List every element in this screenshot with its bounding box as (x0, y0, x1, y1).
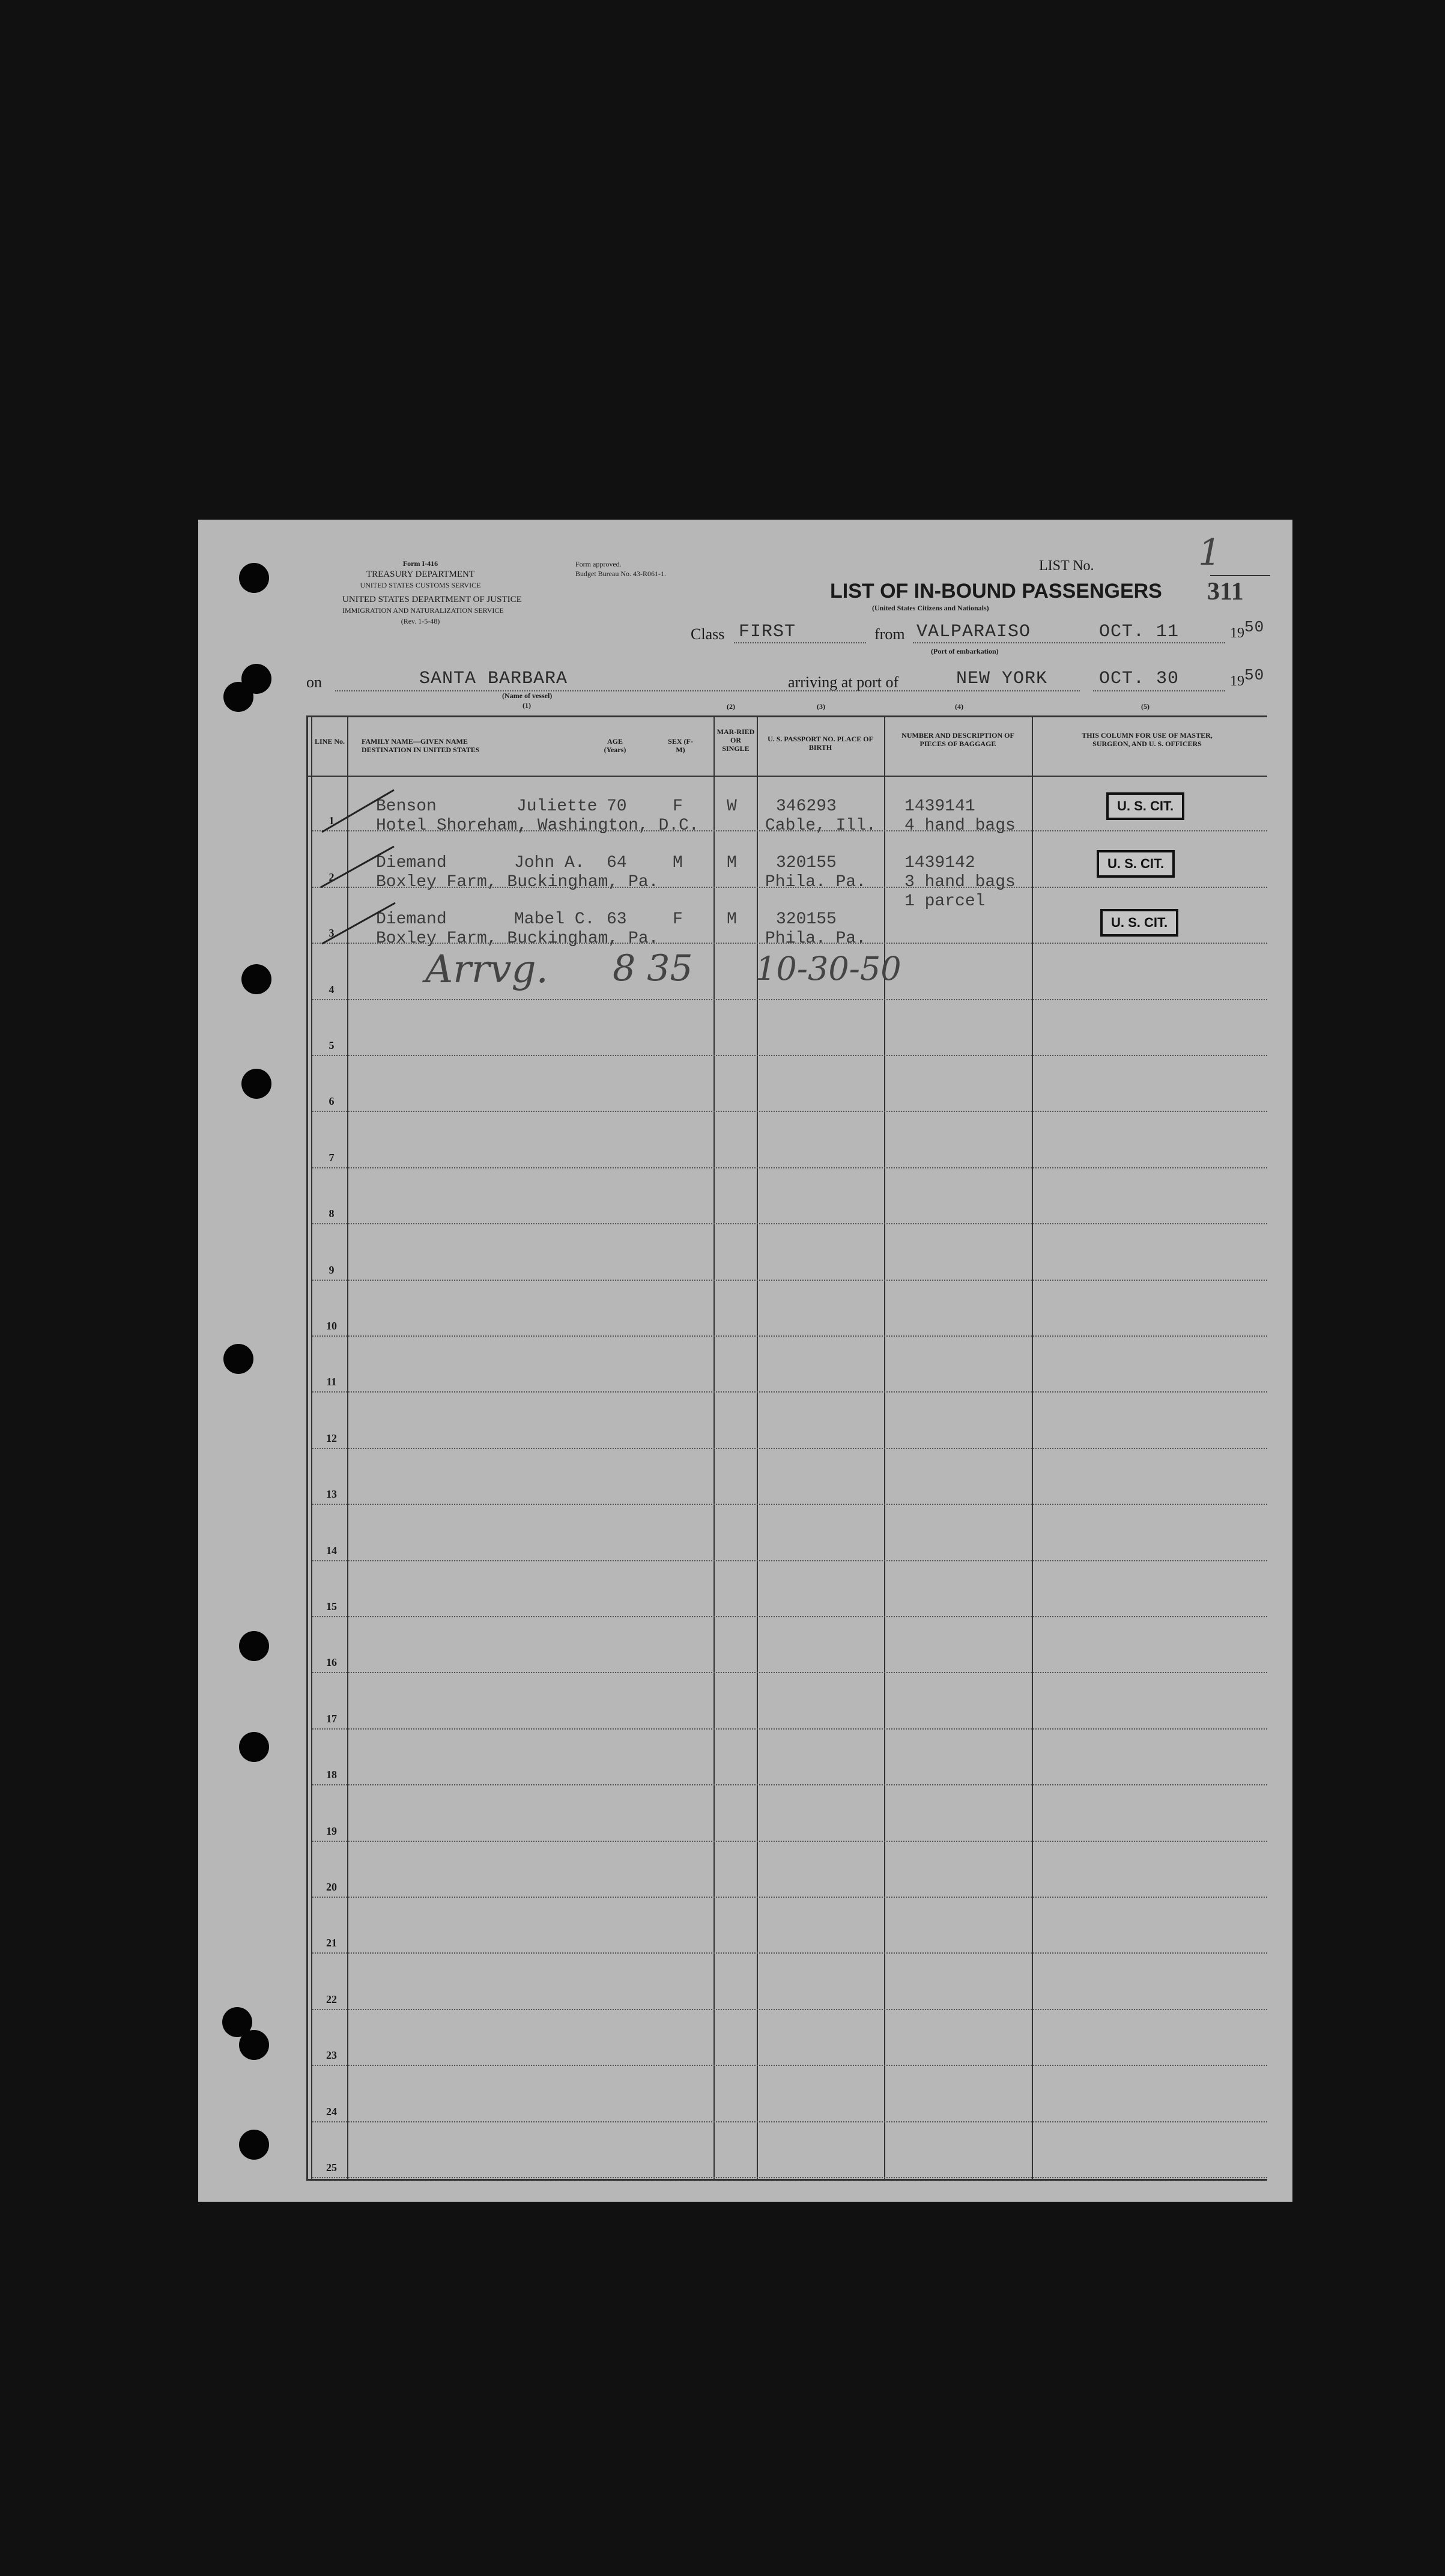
line-number: 18 (326, 1769, 337, 1781)
title-subtitle: (United States Citizens and Nationals) (872, 604, 989, 612)
col-num-5: (5) (1141, 702, 1150, 711)
punch-hole (241, 964, 271, 994)
arr-year-suffix: 50 (1244, 666, 1265, 684)
baggage-no: 1439141 (904, 797, 975, 816)
row-rule (312, 1784, 1267, 1785)
line-number: 1 (329, 815, 335, 827)
form-number: Form I-416 (402, 559, 438, 568)
row-rule (312, 1897, 1267, 1898)
row-rule (312, 1335, 1267, 1337)
punch-hole (241, 1069, 271, 1099)
row-rule (312, 2065, 1267, 2066)
dep-date-underline (1093, 642, 1225, 643)
punch-hole (239, 2130, 269, 2160)
row-rule (312, 1841, 1267, 1842)
punch-hole (239, 1732, 269, 1762)
line-number: 9 (329, 1263, 335, 1276)
row-rule (312, 1223, 1267, 1224)
col-num-3: (3) (817, 702, 825, 711)
port-underline (948, 690, 1080, 691)
baggage-no: 1439142 (904, 854, 975, 872)
col-num-4: (4) (955, 702, 963, 711)
given-name: Mabel C. (514, 910, 595, 929)
col-header-dest: DESTINATION IN UNITED STATES (362, 746, 480, 754)
age: 64 (607, 854, 627, 872)
baggage-desc-2: 1 parcel (904, 892, 986, 911)
departure-date: OCT. 11 (1099, 622, 1180, 642)
embark-caption: (Port of embarkation) (931, 647, 999, 655)
marital-status: M (727, 854, 737, 872)
list-no-value: 1 (1198, 532, 1222, 574)
marital-status: W (727, 797, 737, 816)
form-approved: Form approved. (575, 560, 622, 568)
line-number: 24 (326, 2105, 337, 2118)
sex: F (673, 797, 683, 816)
us-citizen-stamp: U. S. CIT. (1100, 909, 1178, 937)
marital-status: M (727, 910, 737, 929)
line-number: 7 (329, 1151, 335, 1164)
line-number: 16 (326, 1656, 337, 1669)
treasury-dept: TREASURY DEPARTMENT (366, 570, 475, 579)
vessel-name: SANTA BARBARA (419, 669, 568, 689)
line-number: 4 (329, 983, 335, 995)
family-name: Benson (376, 797, 437, 816)
manifest-page (198, 520, 1292, 2202)
col-num-2: (2) (727, 702, 735, 711)
class-value: FIRST (739, 622, 796, 642)
row-rule (312, 999, 1267, 1000)
line-number: 19 (326, 1824, 337, 1837)
row-rule (312, 2009, 1267, 2010)
col-header-sex: SEX (F-M) (668, 737, 693, 754)
punch-hole (239, 1631, 269, 1661)
birth-place: Phila. Pa. (765, 873, 867, 892)
row-rule (312, 1280, 1267, 1281)
arriving-label: arriving at port of (788, 673, 899, 691)
line-number: 17 (326, 1712, 337, 1725)
handwritten-arrival-note: Arrvg. (425, 947, 548, 992)
punch-hole (223, 682, 253, 712)
dep-year-prefix: 19 (1230, 625, 1244, 641)
col-header-baggage: NUMBER AND DESCRIPTION OF PIECES OF BAGGAGE (901, 731, 1014, 748)
us-citizen-stamp: U. S. CIT. (1097, 850, 1175, 878)
row-rule (312, 1167, 1267, 1168)
table-bottom-border (306, 2179, 1267, 2181)
table-left-border (306, 715, 308, 2180)
row-rule (312, 1952, 1267, 1954)
class-underline (734, 642, 866, 643)
line-number: 20 (326, 1881, 337, 1893)
arr-year-prefix: 19 (1230, 673, 1244, 689)
family-name: Diemand (376, 910, 447, 929)
destination: Hotel Shoreham, Washington, D.C. (376, 816, 699, 835)
line-number: 8 (329, 1208, 335, 1220)
arrival-date: OCT. 30 (1099, 669, 1180, 689)
handwritten-date: 10-30-50 (756, 950, 901, 988)
line-number: 3 (329, 927, 335, 940)
punch-hole (239, 563, 269, 593)
family-name: Diemand (376, 854, 447, 872)
vessel-caption: (Name of vessel) (502, 691, 553, 700)
age: 70 (607, 797, 627, 816)
sex: M (673, 854, 683, 872)
table-top-border (306, 715, 1267, 717)
birth-place: Cable, Ill. (765, 816, 876, 835)
from-underline (913, 642, 1103, 643)
line-number: 23 (326, 2049, 337, 2062)
passport-no: 320155 (776, 854, 837, 872)
row-rule (312, 1616, 1267, 1617)
ins-service: IMMIGRATION AND NATURALIZATION SERVICE (342, 606, 504, 615)
customs-service: UNITED STATES CUSTOMS SERVICE (360, 581, 481, 589)
line-number: 5 (329, 1039, 335, 1051)
line-number: 2 (329, 870, 335, 883)
dep-year-suffix: 50 (1244, 618, 1265, 636)
given-name: John A. (514, 854, 585, 872)
destination: Boxley Farm, Buckingham, Pa. (376, 929, 659, 948)
form-approval (575, 559, 666, 579)
on-label: on (306, 673, 322, 691)
line-number: 21 (326, 1937, 337, 1949)
col-header-name: FAMILY NAME—GIVEN NAME (362, 737, 468, 746)
punch-hole (239, 2030, 269, 2060)
line-number: 25 (326, 2161, 337, 2174)
line-number: 10 (326, 1320, 337, 1332)
col-header-line: LINE No. (314, 737, 345, 746)
revision: (Rev. 1-5-48) (401, 617, 440, 625)
row-rule (312, 1504, 1267, 1505)
class-label: Class (691, 625, 725, 643)
row-rule (312, 1672, 1267, 1673)
budget-bureau: Budget Bureau No. 43-R061-1. (575, 570, 666, 578)
list-no-label: LIST No. (1039, 558, 1094, 574)
passport-no: 320155 (776, 910, 837, 929)
line-number: 11 (326, 1376, 337, 1388)
list-no-line (1210, 575, 1270, 576)
us-citizen-stamp: U. S. CIT. (1106, 792, 1184, 820)
main-title: LIST OF IN-BOUND PASSENGERS (830, 580, 1162, 603)
punch-hole (223, 1344, 253, 1374)
arr-date-underline (1093, 690, 1225, 691)
given-name: Juliette (517, 797, 598, 816)
row-rule (312, 1448, 1267, 1449)
from-label: from (874, 625, 905, 643)
line-number: 15 (326, 1600, 337, 1612)
birth-place: Phila. Pa. (765, 929, 867, 948)
line-number: 12 (326, 1432, 337, 1444)
form-header-left (342, 558, 522, 627)
row-rule (312, 1391, 1267, 1393)
handwritten-time: 8 35 (613, 947, 693, 989)
age: 63 (607, 910, 627, 929)
passport-no: 346293 (776, 797, 837, 816)
row-rule (312, 1560, 1267, 1561)
col-header-officers: THIS COLUMN FOR USE OF MASTER, SURGEON, AND U. S. OFFICERS (1082, 731, 1213, 748)
baggage-desc: 4 hand bags (904, 816, 1016, 835)
row-rule (312, 1728, 1267, 1730)
row-rule (312, 2121, 1267, 2122)
col-header-married: MAR-RIED OR SINGLE (716, 728, 755, 753)
page-number: 311 (1207, 578, 1244, 606)
row-rule (312, 1055, 1267, 1056)
arrival-port: NEW YORK (956, 669, 1048, 689)
check-marks (316, 784, 400, 952)
baggage-desc: 3 hand bags (904, 873, 1016, 892)
line-number: 22 (326, 1993, 337, 2005)
col-header-passport: U. S. PASSPORT NO. PLACE OF BIRTH (768, 735, 873, 752)
header-bottom-border (306, 776, 1267, 777)
line-number: 13 (326, 1488, 337, 1501)
line-number: 6 (329, 1095, 335, 1108)
from-value: VALPARAISO (916, 622, 1031, 642)
row-rule (312, 2177, 1267, 2178)
justice-dept: UNITED STATES DEPARTMENT OF JUSTICE (342, 595, 522, 604)
col-header-age: AGE (Years) (604, 737, 626, 754)
vessel-col-num: (1) (523, 701, 531, 709)
row-rule (312, 1111, 1267, 1112)
line-number: 14 (326, 1544, 337, 1557)
sex: F (673, 910, 683, 929)
destination: Boxley Farm, Buckingham, Pa. (376, 873, 659, 892)
